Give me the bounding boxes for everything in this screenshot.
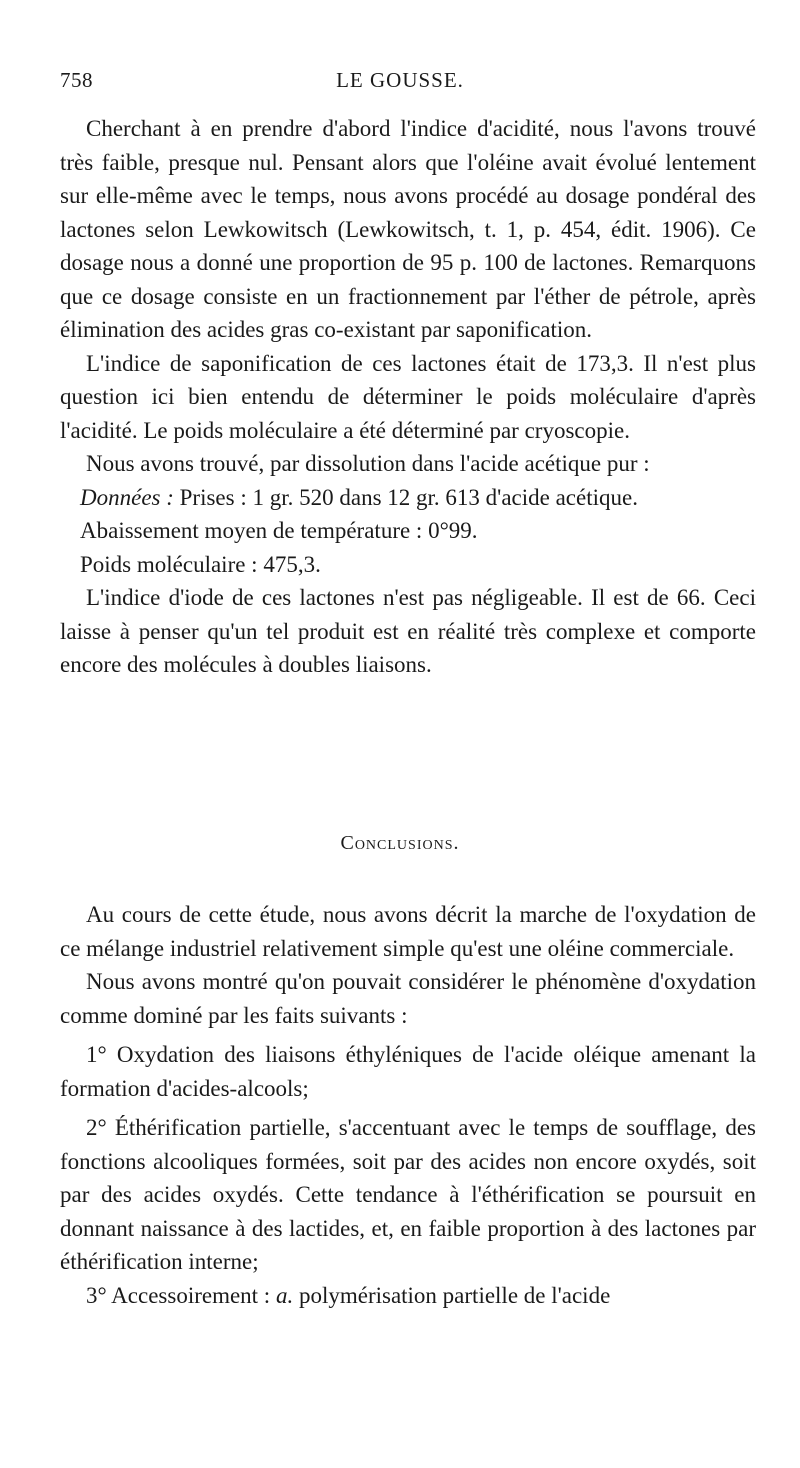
paragraph-conclusion-intro: Au cours de cette étude, nous avons décrit la marche de l'oxydation de ce mélange industriel relativement simple qu'est une oléine commerciale. bbox=[60, 902, 756, 961]
section-heading: Conclusions. bbox=[340, 832, 460, 854]
running-title: LE GOUSSE. bbox=[336, 68, 464, 92]
text-block-conclusions bbox=[60, 898, 756, 1312]
item3-rest: polymérisation partielle de l'acide bbox=[298, 1282, 611, 1308]
text-block-upper bbox=[60, 112, 756, 682]
data-line-abaissement: Abaissement moyen de température : 0°99. bbox=[80, 518, 478, 543]
data-line-donnees bbox=[60, 481, 756, 515]
donnees-text: Prises : 1 gr. 520 dans 12 gr. 613 d'acide acétique. bbox=[179, 484, 638, 510]
paragraph-saponification: L'indice de saponification de ces lactones était de 173,3. Il n'est plus question ici bien entendu de déterminer le poids moléculaire d'après l'acidité. Le poids moléculaire a été déterminé par cryoscopie. bbox=[60, 350, 756, 443]
list-item-3 bbox=[60, 1279, 756, 1313]
item3-letter: a. bbox=[275, 1282, 294, 1308]
paragraph-acidity: Cherchant à en prendre d'abord l'indice d'acidité, nous l'avons trouvé très faible, presque nul. Pensant alors que l'oléine avait évolué lentement sur elle-même avec le temps, nous avons procédé au dosage pondéral des lactones selon Lewkowitsch (Lewkowitsch, t. 1, p. 454, édit. 1906). Ce dosage nous a donné une proportion de 95 p. 100 de lactones. Remarquons que ce dosage consiste en un fractionnement par l'éther de pétrole, après élimination des acides gras co-existant par saponification. bbox=[60, 116, 756, 342]
paragraph-conclusion-facts: Nous avons montré qu'on pouvait considérer le phénomène d'oxydation comme dominé par les faits suivants : bbox=[60, 969, 756, 1028]
paragraph-dissolution: Nous avons trouvé, par dissolution dans l'acide acétique pur : bbox=[86, 451, 650, 476]
donnees-label: Données : bbox=[80, 484, 174, 510]
item3-prefix: 3° Accessoirement : bbox=[86, 1282, 271, 1308]
list-item-1: 1° Oxydation des liaisons éthyléniques de l'acide oléique amenant la formation d'acides-alcools; bbox=[60, 1042, 756, 1101]
paragraph-iode: L'indice d'iode de ces lactones n'est pas négligeable. Il est de 66. Ceci laisse à penser qu'un tel produit est en réalité très complexe et comporte encore des molécules à doubles liaisons. bbox=[60, 585, 756, 677]
page-number: 758 bbox=[60, 68, 93, 92]
data-line-poids: Poids moléculaire : 475,3. bbox=[80, 551, 321, 577]
page-header bbox=[60, 68, 740, 98]
list-item-2: 2° Éthérification partielle, s'accentuant avec le temps de soufflage, des fonctions alcooliques formées, soit par des acides non encore oxydés, soit par des acides oxydés. Cette tendance à l'éthérification se poursuit en donnant naissance à des lactides, et, en faible proportion à des lactones par éthérification interne; bbox=[60, 1115, 756, 1274]
